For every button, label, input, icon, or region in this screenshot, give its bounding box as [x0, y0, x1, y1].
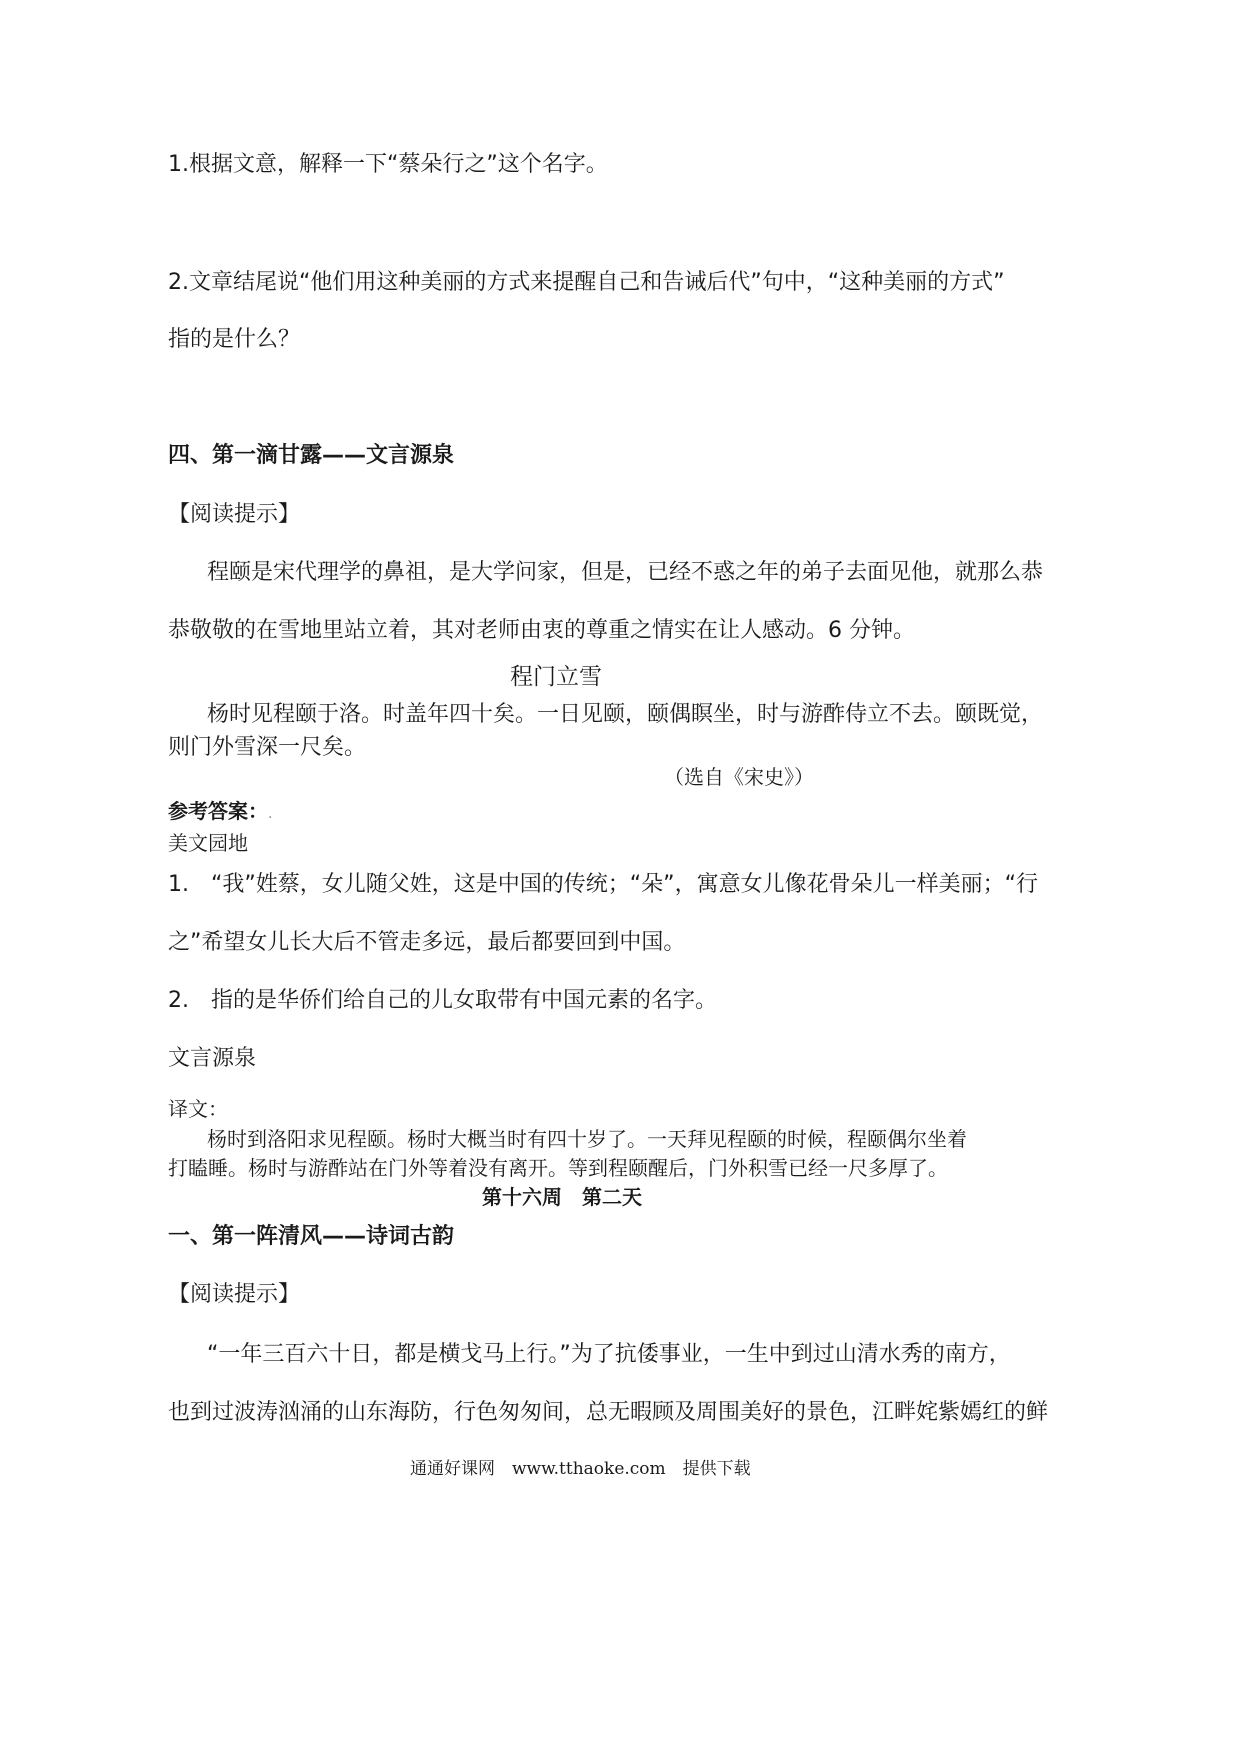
- answer-1-line-2: 之”希望女儿长大后不管走多远，最后都要回到中国。: [168, 930, 686, 955]
- answers-mark: .: [268, 806, 273, 822]
- section-1-title: 一、第一阵清风——诗词古韵: [168, 1224, 455, 1249]
- poem-line-2: 则门外雪深一尺矣。: [168, 735, 367, 760]
- tip-1-line-1: 程颐是宋代理学的鼻祖，是大学问家，但是，已经不惑之年的弟子去面见他，就那么恭: [207, 560, 1044, 585]
- question-1: 1.根据文意，解释一下“蔡朵行之”这个名字。: [168, 152, 608, 177]
- yiwen-line-2: 打瞌睡。杨时与游酢站在门外等着没有离开。等到程颐醒后，门外积雪已经一尺多厚了。: [168, 1156, 948, 1180]
- poem-title: 程门立雪: [510, 664, 602, 690]
- yiwen-line-1: 杨时到洛阳求见程颐。杨时大概当时有四十岁了。一天拜见程颐的时候，程颐偶尔坐着: [207, 1127, 967, 1151]
- poem-source: （选自《宋史》）: [664, 765, 814, 789]
- tip-2-line-2: 也到过波涛汹涌的山东海防，行色匆匆间，总无暇顾及周围美好的景色，江畔姹紫嫣红的鲜: [168, 1400, 1049, 1425]
- reading-tip-label-2: 【阅读提示】: [168, 1282, 301, 1307]
- question-2-line-2: 指的是什么？: [168, 327, 301, 352]
- tip-2-line-1: “一年三百六十日，都是横戈马上行。”为了抗倭事业，一生中到过山清水秀的南方，: [207, 1342, 1011, 1367]
- meiwen-label: 美文园地: [168, 831, 248, 855]
- tip-1-line-2: 恭敬敬的在雪地里站立着，其对老师由衷的尊重之情实在让人感动。6 分钟。: [168, 618, 915, 643]
- section-4-title: 四、第一滴甘露——文言源泉: [168, 443, 455, 468]
- yiwen-label: 译文：: [168, 1097, 228, 1121]
- answer-1-line-1: 1. “我”姓蔡，女儿随父姓，这是中国的传统；“朵”，寓意女儿像花骨朵儿一样美丽；“行: [168, 872, 1038, 897]
- reading-tip-label: 【阅读提示】: [168, 502, 301, 527]
- answers-heading: [168, 796, 272, 829]
- poem-line-1: 杨时见程颐于洛。时盖年四十矣。一日见颐，颐偶瞑坐，时与游酢侍立不去。颐既觉，: [207, 702, 1044, 727]
- page-footer: 通通好课网 www.tthaoke.com 提供下载: [410, 1459, 751, 1479]
- answer-2: 2. 指的是华侨们给自己的儿女取带有中国元素的名字。: [168, 988, 717, 1013]
- question-2-line-1: 2.文章结尾说“他们用这种美丽的方式来提醒自己和告诫后代”句中，“这种美丽的方式”: [168, 270, 1005, 295]
- week-title: 第十六周 第二天: [482, 1185, 642, 1209]
- answers-heading-text: 参考答案：: [168, 799, 268, 823]
- wenyan-label: 文言源泉: [168, 1046, 257, 1071]
